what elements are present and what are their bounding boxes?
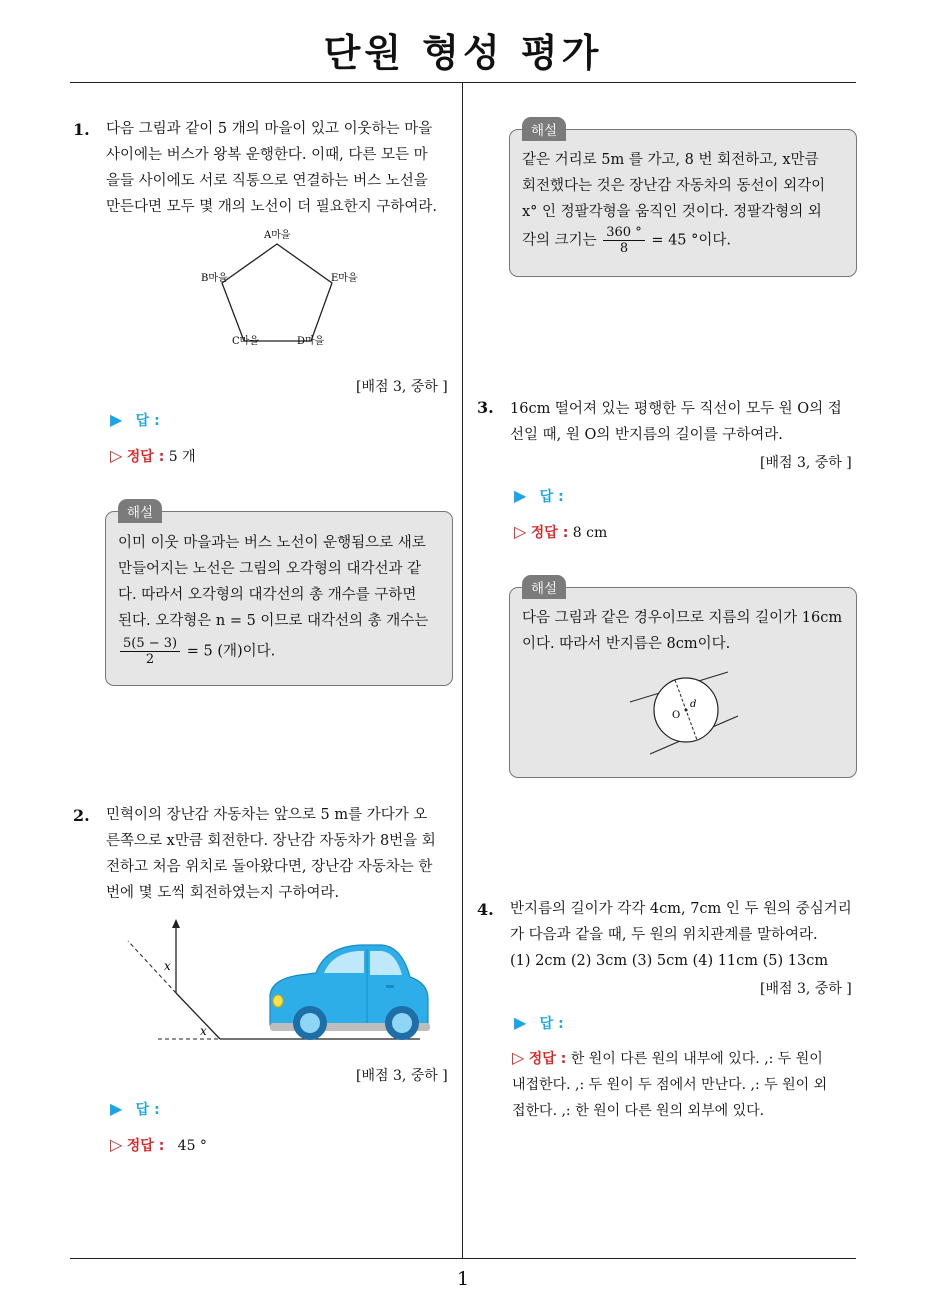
q4-number: 4. bbox=[477, 900, 494, 919]
page-title: 단원 형성 평가 bbox=[323, 31, 603, 75]
q1-meta: [배점 3, 중하 ] bbox=[356, 379, 448, 395]
header-rule bbox=[70, 82, 856, 83]
toy-car-image bbox=[270, 945, 430, 1040]
q3-answer-row: ▶ 답 : bbox=[514, 486, 564, 505]
answer-arrow-icon: ▶ bbox=[110, 1099, 123, 1118]
village-a-label: A마을 bbox=[264, 230, 291, 241]
correct-arrow-icon: ▷ bbox=[110, 446, 123, 465]
q2-meta: [배점 3, 중하 ] bbox=[356, 1068, 448, 1084]
q3-text: 16cm 떨어져 있는 평행한 두 직선이 모두 원 O의 접 선일 때, 원 O의 반지름의 길이를 구하여라. bbox=[510, 401, 842, 443]
q2-fraction: $\frac{360 ^\circ}{8}$ bbox=[603, 225, 644, 256]
q2-text: 민혁이의 장난감 자동차는 앞으로 5 m를 가다가 오 른쪽으로 x만큼 회전한다. 장난감 자동차가 8번을 회 전하고 처음 위치로 돌아왔다면, 장난감 자동차는 한 번에 몇 도씩 회전하였는지 구하여라. bbox=[106, 807, 436, 901]
q1-answer-row: ▶ 답 : bbox=[110, 410, 160, 429]
diameter-d-label: d bbox=[690, 699, 697, 710]
pentagon-shape bbox=[222, 244, 332, 341]
village-c-label: C마을 bbox=[232, 336, 259, 347]
answer-arrow-icon: ▶ bbox=[514, 486, 527, 505]
q3-explanation-tag: 해설 bbox=[522, 575, 566, 599]
q2-number: 2. bbox=[73, 806, 90, 825]
q3-tangent-figure bbox=[620, 670, 750, 765]
q2-answer-row: ▶ 답 : bbox=[110, 1099, 160, 1118]
q1-text: 다음 그림과 같이 5 개의 마을이 있고 이웃하는 마을 사이에는 버스가 왕복 운행한다. 이때, 다른 모든 마 을들 사이에도 서로 직통으로 연결하는 버스 노선을 만든다면 모두 몇 개의 노선이 더 필요한지 구하여라. bbox=[106, 121, 438, 215]
q4-text: 반지름의 길이가 각각 4cm, 7cm 인 두 원의 중심거리 가 다음과 같을 때, 두 원의 위치관계를 말하여라. (1) 2cm (2) 3cm (3) 5cm (4) 11cm (5) 13cm bbox=[510, 901, 852, 969]
q1-explanation-tag: 해설 bbox=[118, 499, 162, 523]
village-d-label: D마을 bbox=[297, 336, 325, 347]
footer-rule bbox=[70, 1258, 856, 1259]
q4-answer-row: ▶ 답 : bbox=[514, 1013, 564, 1032]
q1-pentagon-figure bbox=[180, 222, 380, 352]
center-o-label: O bbox=[672, 710, 681, 721]
village-e-label: E마을 bbox=[331, 273, 358, 284]
correct-arrow-icon: ▷ bbox=[514, 522, 527, 541]
answer-arrow-icon: ▶ bbox=[514, 1013, 527, 1032]
page-number: 1 bbox=[456, 1268, 470, 1290]
q3-meta: [배점 3, 중하 ] bbox=[760, 455, 852, 471]
q2-car-figure bbox=[120, 915, 440, 1050]
column-divider bbox=[462, 83, 463, 1258]
answer-arrow-icon: ▶ bbox=[110, 410, 123, 429]
q1-explanation-text: 이미 이웃 마을과는 버스 노선이 운행됨으로 새로 만들어지는 노선은 그림의 오각형의 대각선과 같 다. 따라서 오각형의 대각선의 총 개수를 구하면 된다. 오각형은 n = 5 이므로 대각선의 총 개수는 $\frac{5(5 - 3)}{2}$ = 5 (개)이다. bbox=[118, 535, 429, 667]
correct-arrow-icon: ▷ bbox=[110, 1135, 123, 1154]
village-b-label: B마을 bbox=[201, 273, 228, 284]
correct-arrow-icon: ▷ bbox=[512, 1048, 525, 1067]
q2-explanation-text: 같은 거리로 5m 를 가고, 8 번 회전하고, x만큼 회전했다는 것은 장난감 자동차의 동선이 외각이 x° 인 정팔각형을 움직인 것이다. 정팔각형의 외 각의 크기는 $\frac{360 ^\circ}{8}$ = 45 °이다. bbox=[522, 152, 826, 256]
angle-x-top: x bbox=[164, 959, 171, 973]
q2-correct-row: ▷ 정답 : 45 ° bbox=[110, 1135, 207, 1154]
q4-meta: [배점 3, 중하 ] bbox=[760, 981, 852, 997]
angle-x-bottom: x bbox=[200, 1024, 207, 1038]
q3-correct-row: ▷ 정답 : 8 cm bbox=[514, 522, 608, 541]
q3-explanation-text: 다음 그림과 같은 경우이므로 지름의 길이가 16cm 이다. 따라서 반지름은 8cm이다. bbox=[522, 610, 843, 652]
q4-correct-row: ▷ 정답 : 한 원이 다른 원의 내부에 있다. ,: 두 원이 내접한다. ,: 두 원이 두 점에서 만난다. ,: 두 원이 외 접한다. ,: 한 원이 다른 원의 외부에 있다. bbox=[512, 1048, 828, 1119]
q1-fraction: $\frac{5(5 - 3)}{2}$ bbox=[120, 636, 180, 667]
q1-correct-row: ▷ 정답 : 5 개 bbox=[110, 446, 196, 465]
q1-number: 1. bbox=[73, 120, 90, 139]
q3-number: 3. bbox=[477, 398, 494, 417]
q2-explanation-tag: 해설 bbox=[522, 117, 566, 141]
